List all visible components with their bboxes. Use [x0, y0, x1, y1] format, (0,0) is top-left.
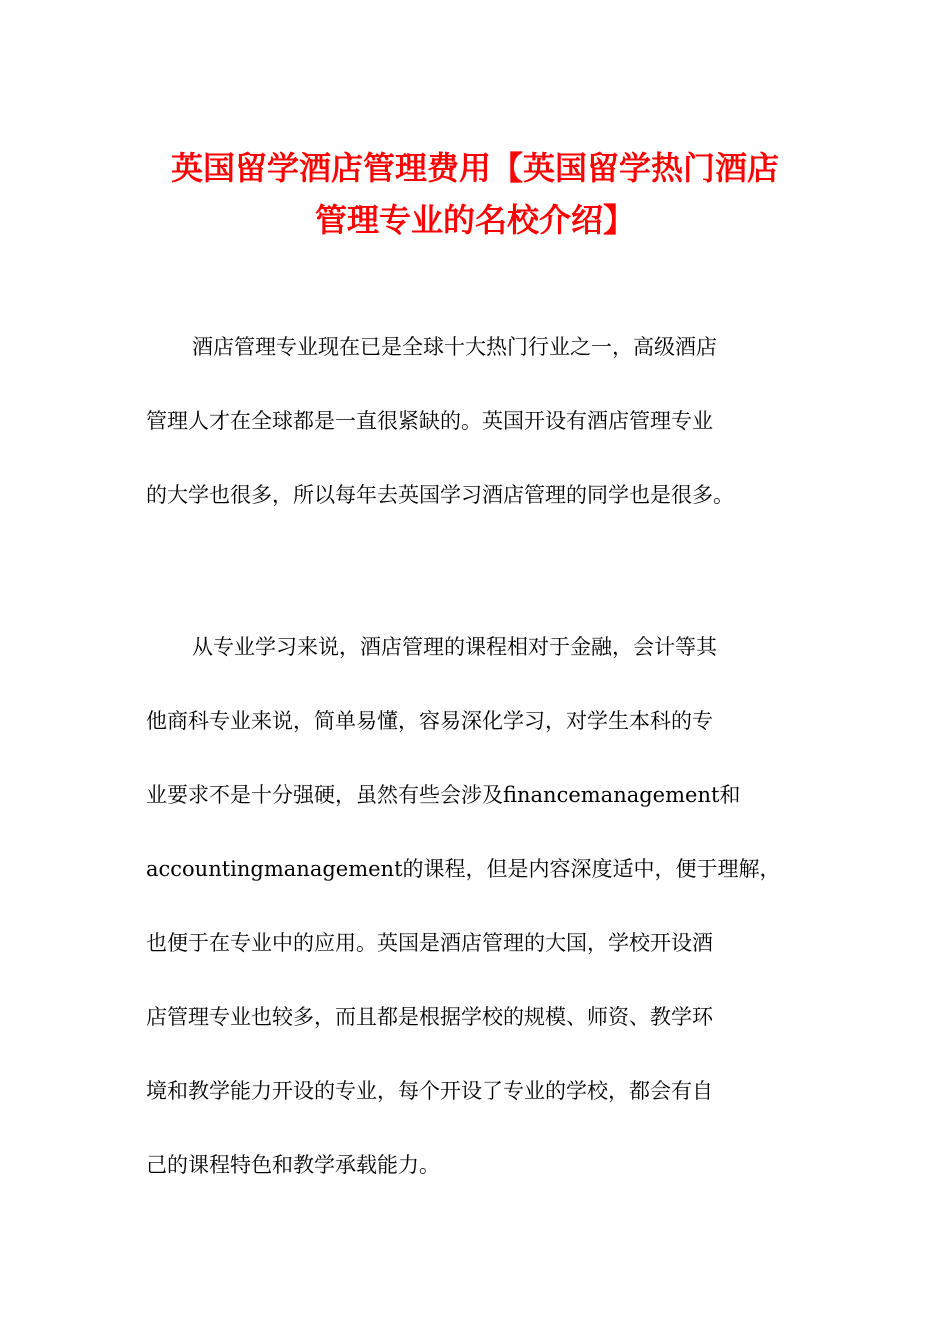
paragraph-1-line-2: 管理人才在全球都是一直很紧缺的。英国开设有酒店管理专业	[146, 409, 713, 433]
paragraph-2-line-4: accountingmanagement的课程，但是内容深度适中，便于理解，	[146, 857, 781, 881]
paragraph-2-line-2: 他商科专业来说，简单易懂，容易深化学习，对学生本科的专	[146, 709, 713, 733]
paragraph-2-line-1: 从专业学习来说，酒店管理的课程相对于金融，会计等其	[192, 635, 717, 659]
paragraph-1-line-1: 酒店管理专业现在已是全球十大热门行业之一，高级酒店	[192, 335, 717, 359]
paragraph-2-line-3: 业要求不是十分强硬，虽然有些会涉及financemanagement和	[146, 783, 741, 807]
paragraph-2-line-6: 店管理专业也较多，而且都是根据学校的规模、师资、教学环	[146, 1005, 713, 1029]
paragraph-2-line-8: 己的课程特色和教学承载能力。	[146, 1153, 440, 1177]
paragraph-2-line-7: 境和教学能力开设的专业，每个开设了专业的学校，都会有自	[146, 1079, 713, 1103]
document-title	[140, 142, 810, 246]
title-line-2: 管理专业的名校介绍】	[314, 201, 635, 239]
paragraph-2	[146, 610, 806, 1202]
paragraph-1	[146, 310, 806, 532]
paragraph-1-line-3: 的大学也很多，所以每年去英国学习酒店管理的同学也是很多。	[146, 483, 734, 507]
paragraph-2-line-5: 也便于在专业中的应用。英国是酒店管理的大国，学校开设酒	[146, 931, 713, 955]
title-line-1: 英国留学酒店管理费用【英国留学热门酒店	[170, 149, 779, 187]
